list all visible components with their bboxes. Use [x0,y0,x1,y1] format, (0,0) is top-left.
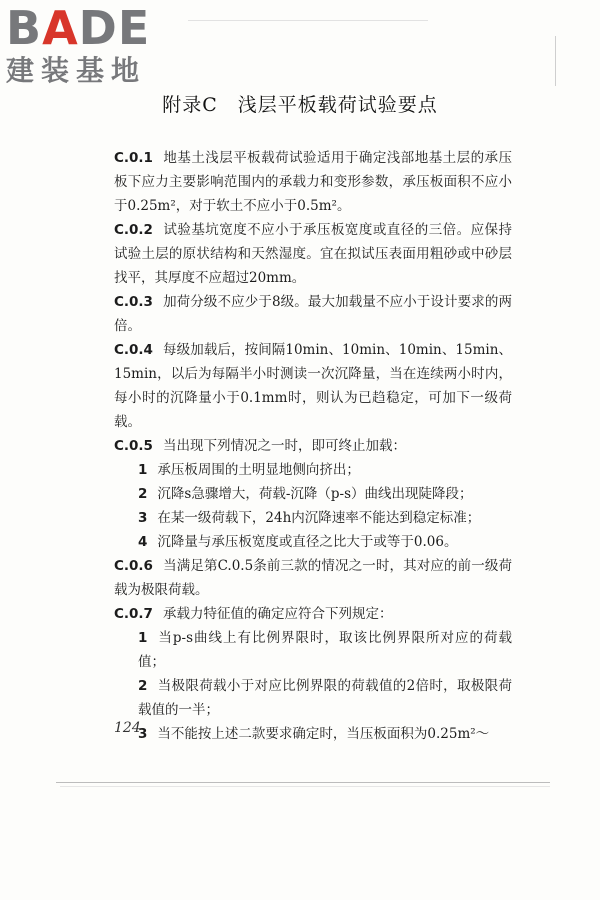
item-number: 2 [138,486,148,502]
margin-mark [555,36,556,86]
clause-c02 [114,218,512,290]
clause-id: C.0.2 [114,222,153,238]
bottom-rule-secondary [60,786,550,787]
item-text: 沉降s急骤增大，荷载-沉降（p-s）曲线出现陡降段； [157,486,473,502]
appendix-title: 附录C 浅层平板载荷试验要点 [162,94,438,116]
item-text: 当不能按上述二款要求确定时，当压板面积为0.25m²～ [157,726,490,742]
clause-c03 [114,290,512,338]
item-text: 当p-s曲线上有比例界限时，取该比例界限所对应的荷载值； [138,630,512,670]
clause-id: C.0.4 [114,342,153,358]
list-item [114,458,512,482]
clause-text: 地基土浅层平板载荷试验适用于确定浅部地基土层的承压板下应力主要影响范围内的承载力和变形参数，承压板面积不应小于0.25m²，对于软土不应小于0.5m²。 [114,150,512,214]
clause-c06 [114,554,512,602]
logo-accent-letter: A [42,1,79,55]
logo [6,1,181,88]
clause-text: 加荷分级不应少于8级。最大加载量不应小于设计要求的两倍。 [114,294,512,334]
clause-c05 [114,434,512,458]
clause-id: C.0.6 [114,558,153,574]
clause-text: 试验基坑宽度不应小于承压板宽度或直径的三倍。应保持试验土层的原状结构和天然湿度。宜在拟试压表面用粗砂或中砂层找平，其厚度不应超过20mm。 [114,222,512,286]
list-item [114,530,512,554]
logo-subtitle: 建装基地 [6,54,147,87]
item-number: 4 [138,534,148,550]
item-text: 当极限荷载小于对应比例界限的荷载值的2倍时，取极限荷载值的一半； [138,678,512,718]
clause-id: C.0.5 [114,438,153,454]
item-number: 2 [138,678,148,694]
top-rule [188,20,428,21]
logo-wordmark: BADE [6,1,151,55]
page-number: 124 [114,720,141,736]
clause-text: 当出现下列情况之一时，即可终止加载： [162,438,406,454]
item-text: 沉降量与承压板宽度或直径之比大于或等于0.06。 [157,534,458,550]
item-number: 3 [138,726,148,742]
list-item [114,626,512,674]
document-body [114,146,512,746]
clause-id: C.0.3 [114,294,153,310]
list-item [114,722,512,746]
clause-id: C.0.1 [114,150,153,166]
clause-c04 [114,338,512,434]
item-number: 1 [138,462,148,478]
list-item [114,482,512,506]
list-item [114,674,512,722]
clause-c01 [114,146,512,218]
item-text: 承压板周围的土明显地侧向挤出； [157,462,360,478]
clause-id: C.0.7 [114,606,153,622]
clause-text: 每级加载后，按间隔10min、10min、10min、15min、15min，以后为每隔半小时测读一次沉降量，当在连续两小时内，每小时的沉降量小于0.1mm时，则认为已趋稳定，可加下一级荷载。 [114,342,512,430]
clause-c07 [114,602,512,626]
bottom-rule [56,782,550,783]
clause-text: 承载力特征值的确定应符合下列规定： [162,606,393,622]
list-item [114,506,512,530]
clause-text: 当满足第C.0.5条前三款的情况之一时，其对应的前一级荷载为极限荷载。 [114,558,512,598]
item-number: 3 [138,510,148,526]
item-number: 1 [138,630,148,646]
item-text: 在某一级荷载下，24h内沉降速率不能达到稳定标准； [157,510,481,526]
